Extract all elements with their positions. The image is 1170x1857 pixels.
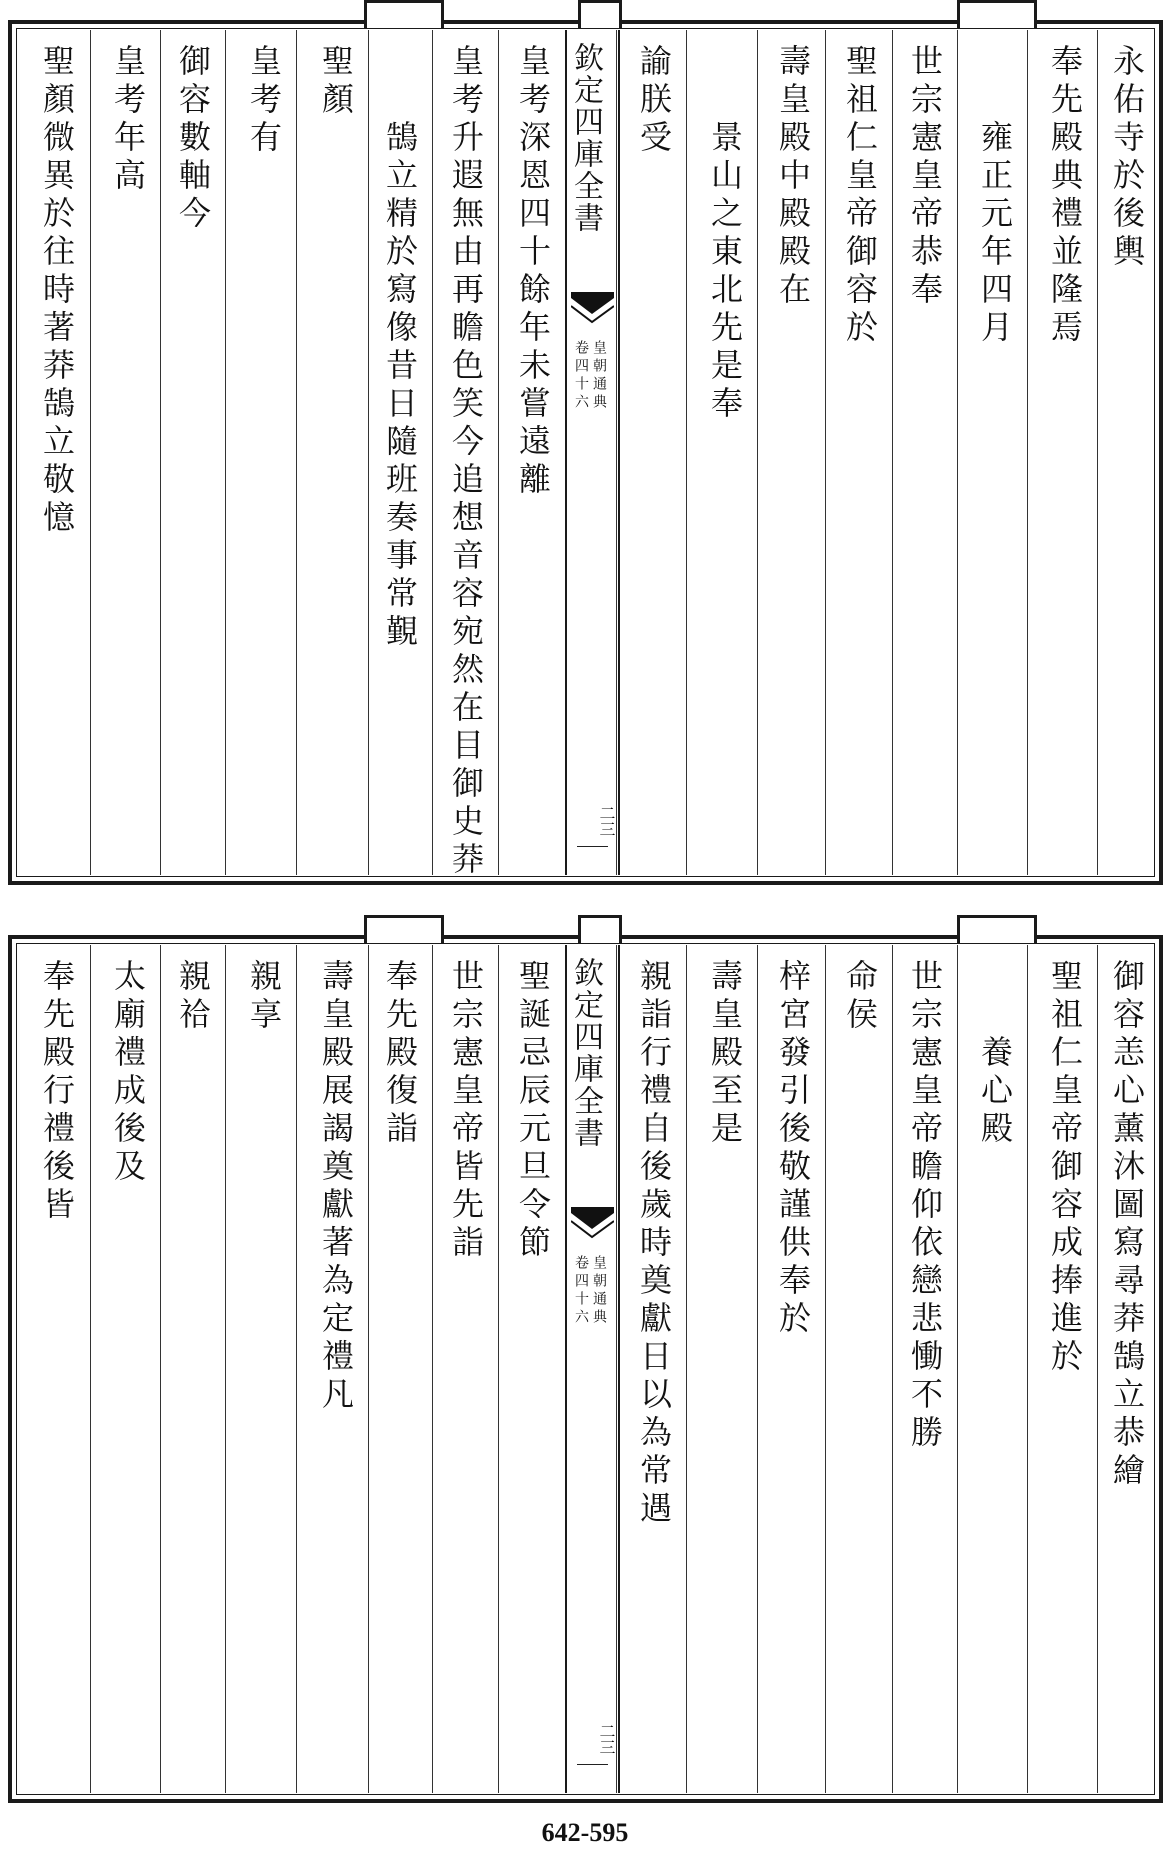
frame-tab [364, 915, 444, 944]
text-column: 聖祖仁皇帝御容成捧進於 [1027, 945, 1098, 1793]
volume-label: 卷四十六 [573, 340, 589, 412]
text-column: 養心殿 [957, 945, 1028, 1793]
text-column: 太廟禮成後及 [90, 945, 161, 1793]
frame-tab [957, 915, 1037, 944]
center-margin [565, 30, 620, 875]
frame-tab [957, 0, 1037, 29]
page-number: 二三 [597, 805, 616, 837]
section-title: 皇朝通典 [591, 340, 607, 412]
text-column: 永佑寺於後輿 [1097, 30, 1160, 875]
text-column: 鵠立精於寫像昔日隨班奏事常覲 [368, 30, 433, 875]
page-number: 二三 [597, 1723, 616, 1755]
text-column: 親享 [225, 945, 297, 1793]
text-column: 御容恙心薰沐圖寫尋莽鵠立恭繪 [1097, 945, 1160, 1793]
catalog-page-number: 642-595 [541, 1818, 629, 1847]
center-margin [565, 945, 620, 1793]
page-number-rule [577, 1764, 608, 1765]
book-title: 欽定四庫全書 [568, 957, 603, 1149]
top-page [8, 20, 1163, 885]
text-column: 親詣行禮自後歲時奠獻日以為常遇 [616, 945, 687, 1793]
text-column: 壽皇殿中殿殿在 [757, 30, 826, 875]
text-column: 壽皇殿展謁奠獻著為定禮凡 [296, 945, 369, 1793]
book-title: 欽定四庫全書 [568, 42, 603, 234]
text-column: 景山之東北先是奉 [686, 30, 758, 875]
text-column: 世宗憲皇帝瞻仰依戀悲慟不勝 [892, 945, 958, 1793]
text-column: 皇考有 [225, 30, 297, 875]
text-column: 聖顏微異於往時著莽鵠立敬憶 [38, 44, 76, 538]
text-column: 皇考年高 [90, 30, 161, 875]
frame-tab [578, 0, 622, 29]
fish-tail-mark [571, 292, 614, 328]
volume-label: 卷四十六 [573, 1255, 589, 1327]
frame-tab [578, 915, 622, 944]
text-column: 命侯 [825, 945, 893, 1793]
text-column: 聖顏 [296, 30, 369, 875]
text-column: 聖誕忌辰元旦令節 [498, 945, 566, 1793]
fish-tail-mark [571, 1207, 614, 1243]
text-column: 奉先殿復詣 [368, 945, 433, 1793]
section-title: 皇朝通典 [591, 1255, 607, 1327]
text-column: 奉先殿典禮並隆焉 [1027, 30, 1098, 875]
frame-tab [364, 0, 444, 29]
text-column: 皇考深恩四十餘年未嘗遠離 [498, 30, 566, 875]
text-column: 諭朕受 [616, 30, 687, 875]
bottom-page [8, 935, 1163, 1803]
text-column: 聖祖仁皇帝御容於 [825, 30, 893, 875]
page-number-rule [577, 846, 608, 847]
text-column: 皇考升遐無由再瞻色笑今追想音容宛然在目御史莽 [432, 30, 499, 875]
text-column: 梓宮發引後敬謹供奉於 [757, 945, 826, 1793]
text-column: 壽皇殿至是 [686, 945, 758, 1793]
text-column: 親祫 [160, 945, 226, 1793]
text-column: 御容數軸今 [160, 30, 226, 875]
text-column: 世宗憲皇帝恭奉 [892, 30, 958, 875]
text-column: 雍正元年四月 [957, 30, 1028, 875]
text-column: 奉先殿行禮後皆 [38, 959, 76, 1225]
text-column: 世宗憲皇帝皆先詣 [432, 945, 499, 1793]
